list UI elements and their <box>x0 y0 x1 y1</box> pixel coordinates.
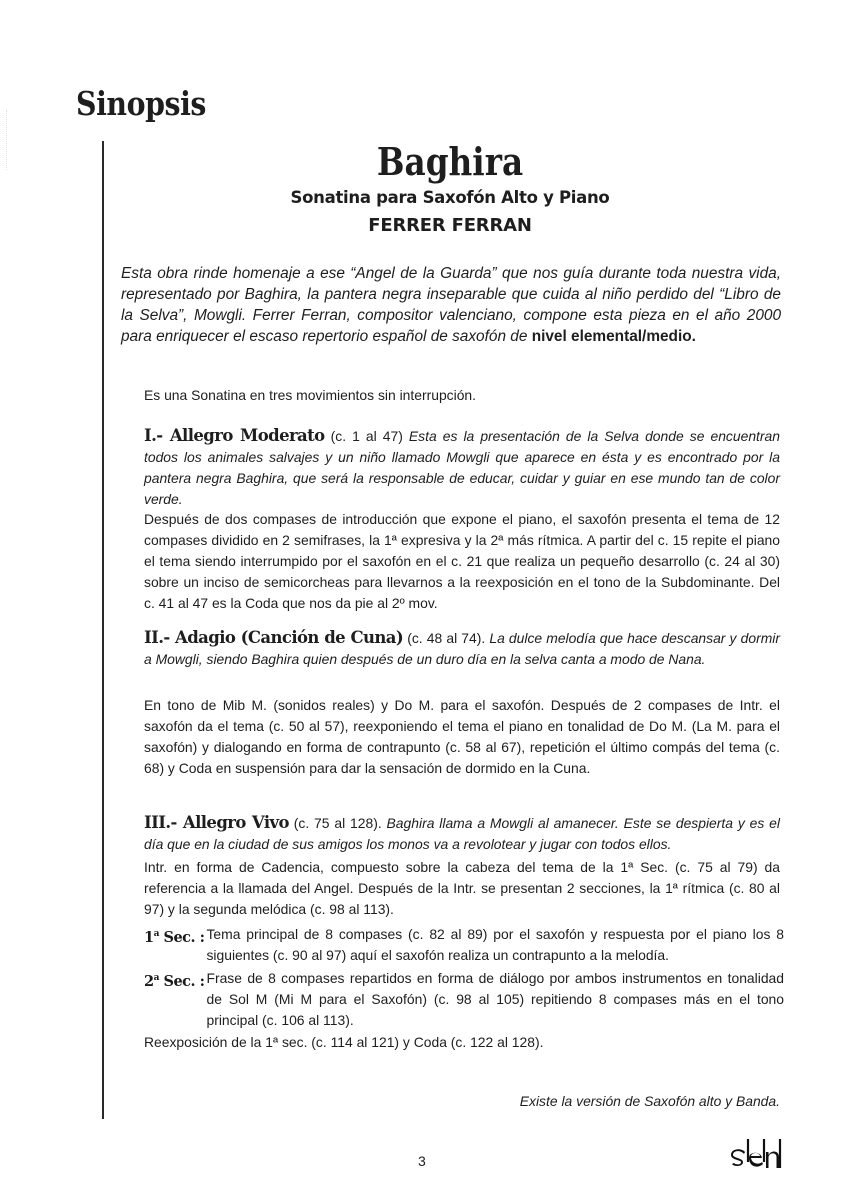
movement-3-intro <box>144 812 780 855</box>
title-block <box>120 138 780 236</box>
page-number: 3 <box>418 1153 426 1169</box>
movement-2-description: La dulce melodía que hace descansar y dormir a Mowgli, siendo Baghira quien después de un duro día en la selva canta a modo de Nana. <box>144 630 780 667</box>
movement-1-analysis: Después de dos compases de introducción que expone el piano, el saxofón presenta el tema de 12 compases dividido en 2 semifrases, la 1ª expresiva y la 2ª más rítmica. A partir del c. 15 repite el piano el tema siendo interrumpido por el saxofón en el c. 21 que realiza un pequeño desarrollo (c. 24 al 30) sobre un inciso de semicorcheas para llevarnos a la reexposición en el tono de la Subdominante. Del c. 41 al 47 es la Coda que nos da pie al 2º mov. <box>144 511 780 611</box>
movement-1-description: Esta es la presentación de la Selva donde se encuentran todos los animales salvajes y un niño llamado Mowgli que aparece en ésta y es encontrado por la pantera negra Baghira, que será la responsable de educar, cuidar y guiar en ese mundo tan de color verde. <box>144 428 780 507</box>
overview-text: Es una Sonatina en tres movimientos sin interrupción. <box>144 387 477 403</box>
intro-emphasis: nivel elemental/medio. <box>531 328 696 345</box>
movement-2-heading: II.- Adagio (Canción de Cuna) <box>144 628 404 647</box>
intro-text: Esta obra rinde homenaje a ese “Angel de la Guarda” que nos guía durante toda nuestra vida, representado por Baghira, la pantera negra inseparable que cuida al niño perdido del “Libro de la Selva”, Mowgli. Ferrer Ferran, compositor valenciano, compone esta pieza en el año 2000 para enriquecer el escaso repertorio español de saxofón de <box>121 265 781 345</box>
section-1-row <box>144 924 784 966</box>
sen-logo-icon <box>731 1138 783 1170</box>
movement-2-intro <box>144 627 780 670</box>
movement-1-heading: I.- Allegro Moderato <box>144 426 325 445</box>
vertical-rule <box>102 141 104 1119</box>
movement-1-intro <box>144 425 780 510</box>
movement-2-measures: (c. 48 al 74). <box>403 630 490 646</box>
section-2-row <box>144 968 784 1031</box>
movement-2-analysis: En tono de Mib M. (sonidos reales) y Do M. para el saxofón. Después de 2 compases de Intr. el saxofón da el tema (c. 50 al 57), reexponiendo el tema el piano en tonalidad de Do M. (La M. para el saxofón) y dialogando en forma de contrapunto (c. 58 al 67), repetición el último compás del tema (c. 68) y Coda en suspensión para dar la sensación de dormido en la Cuna. <box>144 697 780 776</box>
version-note: Existe la versión de Saxofón alto y Banda. <box>519 1093 780 1109</box>
intro-paragraph <box>121 263 781 347</box>
section-2-label: 2$^a$ Sec. : <box>144 972 205 990</box>
movement-3-closing: Reexposición de la 1ª sec. (c. 114 al 121) y Coda (c. 122 al 128). <box>144 1034 544 1050</box>
section-heading: Sinopsis <box>76 84 206 123</box>
composer-name: FERRER FERRAN <box>368 215 532 236</box>
movement-3-measures: (c. 75 al 128). <box>288 815 387 831</box>
section-1-text: Tema principal de 8 compases (c. 82 al 89) por el saxofón y respuesta por el piano los 8 siguientes (c. 90 al 97) aquí el saxofón realiza un contrapunto a la melodía. <box>206 926 784 963</box>
movement-3-description: Baghira llama a Mowgli al amanecer. Este se despierta y es el día que en la ciudad de sus amigos los monos va a revolotear y jugar con todos ellos. <box>144 815 780 852</box>
publisher-logo <box>731 1138 783 1170</box>
section-2-text: Frase de 8 compases repartidos en forma de diálogo por ambos instrumentos en tonalidad de Sol M (Mi M para el Saxofón) (c. 98 al 105) repitiendo 8 compases más en el tono principal (c. 106 al 113). <box>206 970 784 1028</box>
movement-3-analysis: Intr. en forma de Cadencia, compuesto sobre la cabeza del tema de la 1ª Sec. (c. 75 al 79) da referencia a la llamada del Angel. Después de la Intr. se presentan 2 secciones, la 1ª rítmica (c. 80 al 97) y la segunda melódica (c. 98 al 113). <box>144 859 780 917</box>
section-1-label: 1$^a$ Sec. : <box>144 928 205 946</box>
work-title: Baghira <box>376 139 524 184</box>
work-subtitle: Sonatina para Saxofón Alto y Piano <box>290 188 610 207</box>
scan-artifact <box>6 110 15 170</box>
movement-3-heading: III.- Allegro Vivo <box>144 813 289 832</box>
movement-1-measures: (c. 1 al 47) <box>324 428 409 444</box>
